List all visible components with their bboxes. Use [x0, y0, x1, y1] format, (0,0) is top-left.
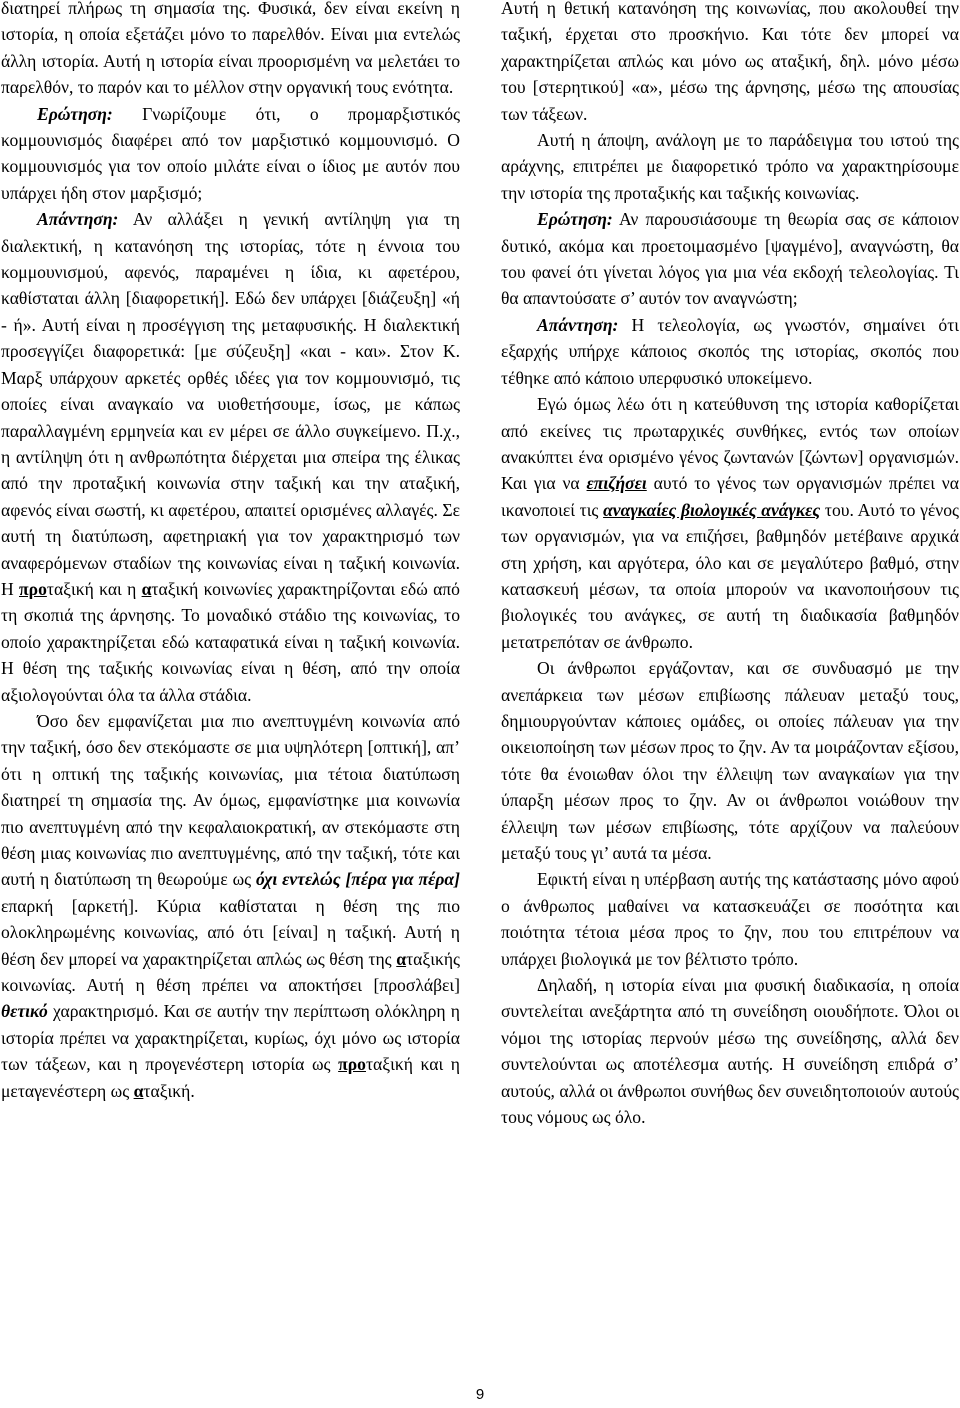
paragraph [501, 127, 959, 206]
paragraph-text: Αυτή η θετική κατανόηση της κοινωνίας, που ακολουθεί την ταξική, έρχεται στο προσκήνιο. Και τότε δεν μπορεί να χαρακτηρίζεται απλώς και μόνο ως αταξική, δηλ. μόνο μέσω του [στερητικού] «α», μέσω της άρνησης, μέσω της απουσίας των τάξεων. [501, 0, 959, 124]
answer-label: Απάντηση: [537, 314, 619, 335]
paragraph-text: Δηλαδή, η ιστορία είναι μια φυσική διαδικασία, η οποία συντελείται ανεξάρτητα από τη συνείδηση οιουδήποτε. Όλοι οι νόμοι της ιστορίας περνούν μέσω της συνείδησης, αλλά δεν συντελούνται ως αποτέλεσμα αυτής. Η συνείδηση επιδρά σ’ αυτούς, αλλά οι άνθρωποι συνήθως δεν συνειδητοποιούν αυτούς τους νόμους ως όλο. [501, 975, 959, 1128]
paragraph-text: του. Αυτό το γένος των οργανισμών, για να επιζήσει, βαθμηδόν μετέβαινε αρχικά στη χρήση, και αργότερα, όλο και σε μεγαλύτερο βαθμό, στην κατασκευή μέσων, τα οποία μπορούν να ικανοποιήσουν τις βιολογικές του ανάγκες, σε αυτή τη διαδικασία βαθμηδόν μετατρεπόταν σε άνθρωπο. [501, 499, 959, 652]
answer-paragraph [501, 312, 959, 391]
paragraph [1, 708, 460, 1104]
answer-paragraph [1, 206, 460, 708]
question-label: Ερώτηση: [37, 103, 113, 124]
emphasis-text: όχι εντελώς [πέρα για πέρα] [255, 869, 460, 890]
paragraph-text: αυτό το γένος των οργανισμών πρέπει να ικανοποιεί τις [501, 473, 959, 520]
paragraph-text: Εγώ όμως λέω ότι η κατεύθυνση της ιστορία καθορίζεται από εκείνες τις πρωταρχικές συνθήκες, εντός των οποίων ανακύπτει ένα ορισμένο γένος ζωντανών [ζώντων] οργανισμών. Και για να [501, 394, 959, 494]
paragraph [501, 866, 959, 972]
question-paragraph [501, 206, 959, 312]
paragraph-text: Εφικτή είναι η υπέρβαση αυτής της κατάστασης μόνο αφού ο άνθρωπος μαθαίνει να κατασκευάζει σε ποσότητα και ποιότητα τέτοια μέσα προς το ζην, που του επιτρέπουν να υπάρχει βιολογικά με τον βέλτιστο τρόπο. [501, 869, 959, 969]
emphasis-text: επιζήσει [586, 473, 647, 494]
question-text: Γνωρίζουμε ότι, ο προμαρξιστικός κομμουνισμός διαφέρει από τον μαρξιστικό κομμουνισμό. Ο κομμουνισμός για τον οποίο μιλάτε είναι ο ίδιος με αυτόν που υπάρχει ήδη στον μαρξισμό; [1, 103, 460, 203]
question-text: Αν παρουσιάσουμε τη θεωρία σας σε κάποιον δυτικό, ακόμα και προετοιμασμένο [ψαγμένο], αναγνώστη, θα του φανεί ότι γίνεται λόγος για μια νέα εκδοχή τελεολογίας. Τι θα απαντούσατε σ’ αυτόν τον αναγνώστη; [501, 209, 959, 309]
paragraph-text: ταξική και η μεταγενέστερη ως [1, 1054, 460, 1101]
paragraph [1, 0, 460, 101]
emphasis-text: αναγκαίες βιολογικές ανάγκες [603, 499, 821, 520]
emphasis-prefix: α [396, 948, 407, 969]
paragraph-text: ταξικής κοινωνίας. Αυτή η θέση πρέπει να αποκτήσει [προσλάβει] [1, 948, 460, 996]
emphasis-prefix: προ [338, 1054, 366, 1075]
question-paragraph [1, 101, 460, 207]
emphasis-prefix: προ [19, 578, 47, 599]
paragraph-text: Όσο δεν εμφανίζεται μια πιο ανεπτυγμένη κοινωνία από την ταξική, όσο δεν στεκόμαστε σε μια υψηλότερη [οπτική], απ’ ότι η οπτική της ταξικής κοινωνίας, μια τέτοια διατύπωση διατηρεί τη σημασία της. Αν όμως, εμφανίστηκε μια κοινωνία πιο ανεπτυγμένη από την κεφαλαιοκρατική, αν στεκόμαστε στη θέση μιας κοινωνίας πιο ανεπτυγμένης, από την ταξική, τότε και αυτή η διατύπωση τη θεωρούμε ως [1, 710, 460, 890]
left-column [1, 0, 460, 1104]
paragraph-text: επαρκή [αρκετή]. Κύρια καθίσταται η θέση της πιο ολοκληρωμένης κοινωνίας, από ότι [είναι] η ταξική. Αυτή η θέση δεν μπορεί να χαρακτηρίζεται απλώς ως θέση της [1, 895, 460, 969]
paragraph [501, 972, 959, 1130]
answer-text: Η τελεολογία, ως γνωστόν, σημαίνει ότι εξαρχής υπήρχε κάποιος σκοπός της ιστορίας, σκοπός που τέθηκε από κάποιο υπερφυσικό υποκείμενο. [501, 314, 959, 388]
question-label: Ερώτηση: [537, 209, 613, 230]
right-column [501, 0, 959, 1130]
answer-text: ταξική κοινωνίες χαρακτηρίζονται εδώ από τη σκοπιά της άρνησης. Το μοναδικό στάδιο της κοινωνίας, το οποίο χαρακτηρίζεται εδώ καταφατικά είναι η ταξική κοινωνία. Η θέση της ταξικής κοινωνίας είναι η θέση, από την οποία αξιολογούνται όλα τα άλλα στάδια. [1, 578, 460, 705]
paragraph [501, 655, 959, 866]
paragraph-text: ταξική. [143, 1080, 195, 1101]
paragraph-text: χαρακτηρισμό. Και σε αυτήν την περίπτωση ολόκληρη η ιστορία πρέπει να χαρακτηρίζεται, κυρίως, όχι μόνο ως ιστορία των τάξεων, και η προγενέστερη ιστορία ως [1, 1001, 460, 1075]
paragraph-text: Αυτή η άποψη, ανάλογη με το παράδειγμα του ιστού της αράχνης, επιτρέπει με διαφορετικό τρόπο να χαρακτηρίσουμε την ιστορία της προταξικής και ταξικής κοινωνίας. [501, 130, 959, 203]
answer-label: Απάντηση: [37, 209, 119, 230]
paragraph-text: διατηρεί πλήρως τη σημασία της. Φυσικά, δεν είναι εκείνη η ιστορία, η οποία εξετάζει μόνο το παρελθόν. Είναι μια εντελώς άλλη ιστορία. Αυτή η ιστορία είναι προορισμένη να μελετάει το παρελθόν, το παρόν και το μέλλον στην οργανική τους ενότητα. [1, 0, 460, 98]
emphasis-prefix: α [141, 578, 152, 599]
paragraph [501, 391, 959, 655]
emphasis-text: θετικό [1, 1001, 48, 1022]
answer-text: Αν αλλάξει η γενική αντίληψη για τη διαλεκτική, η κατανόηση της ιστορίας, τότε η έννοια του κομμουνισμού, αφενός, παραμένει η ίδια, κι αφετέρου, καθίσταται άλλη [διαφορετική]. Εδώ δεν υπάρχει [διάζευξη] «ή - ή». Αυτή είναι η προσέγγιση της μεταφυσικής. Η διαλεκτική προσεγγίζει διαφορετικά: [με σύζευξη] «και - και». Στον Κ. Μαρξ υπάρχουν αρκετές ορθές ιδέες για τον κομμουνισμό, τις οποίες είναι αναγκαίο να υιοθετήσουμε, ίσως, με κάπως παραλλαγμένη ερμηνεία και εν μέρει σε άλλο συγκείμενο. Π.χ., η αντίληψη ότι η ανθρωπότητα διέρχεται μια σπείρα της έλικας από την προταξική κοινωνία στην ταξική και την αταξική, αφενός είναι σωστή, κι αφετέρου, απαιτεί ορισμένες αλλαγές. Σε αυτή τη διατύπωση, αφετηριακή για τον χαρακτηρισμό των αναφερόμενων σταδίων της κοινωνίας είναι η ταξική κοινωνία. Η [1, 209, 460, 599]
paragraph-text: Οι άνθρωποι εργάζονταν, και σε συνδυασμό με την ανεπάρκεια των μέσων επιβίωσης πάλευαν μεταξύ τους, δημιουργούνταν κάποιες ομάδες, οι οποίες πάλευαν για την οικειοποίηση των μέσων προς το ζην. Αν τα μοιράζονταν εξίσου, τότε θα ένοιωθαν όλοι την έλλειψη των αναγκαίων για την ύπαρξη μέσων προς το ζην. Αν οι άνθρωποι νοιώθουν την έλλειψη των μέσων επιβίωσης, τότε αρχίζουν να παλεύουν μεταξύ τους γι’ αυτά τα μέσα. [501, 658, 959, 863]
paragraph [501, 0, 959, 127]
answer-text: ταξική και η [46, 578, 142, 599]
emphasis-prefix: α [133, 1080, 144, 1101]
page-number: 9 [475, 1386, 485, 1403]
